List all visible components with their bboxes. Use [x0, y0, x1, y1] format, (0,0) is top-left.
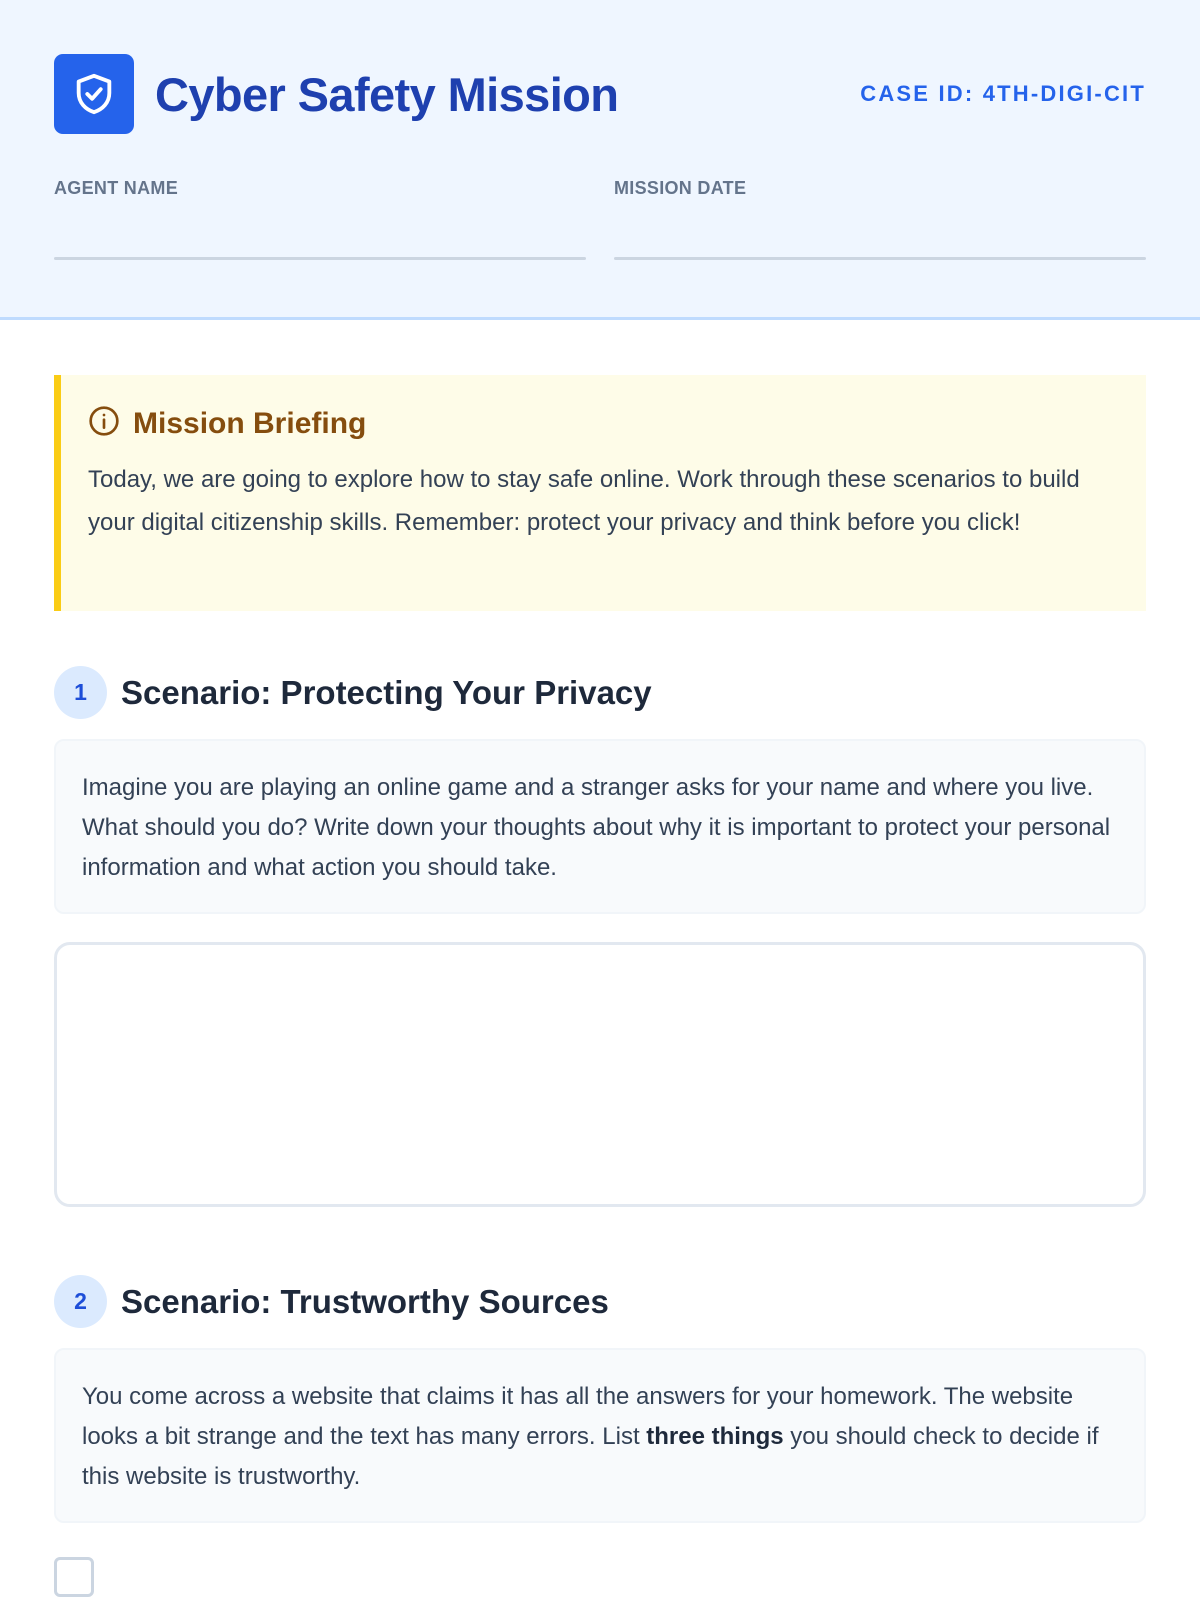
shield-check-icon — [54, 54, 134, 134]
scenario-2-header — [54, 1275, 1146, 1328]
info-icon — [88, 405, 120, 442]
checklist-checkbox[interactable] — [54, 1557, 94, 1597]
mission-date-line[interactable] — [614, 257, 1146, 260]
briefing-header — [88, 405, 1116, 442]
agent-name-field[interactable] — [54, 178, 586, 260]
prompt-text: You come across a website that claims it has all the answers for your homework. The website looks a bit strange and the text has many errors. List — [82, 1383, 1074, 1450]
scenario-2-title: Scenario: Trustworthy Sources — [121, 1282, 609, 1320]
brand — [54, 54, 618, 134]
prompt-emphasis: three things — [646, 1423, 784, 1450]
scenario-1-title: Scenario: Protecting Your Privacy — [121, 673, 652, 711]
scenario-1-prompt: Imagine you are playing an online game and a stranger asks for your name and where you live. What should you do? Write down your thoughts about why it is important to protect your personal information and what action you should take. — [54, 739, 1146, 914]
student-fields — [54, 178, 1146, 260]
title-row — [54, 54, 1146, 134]
scenario-1-answer-area[interactable] — [54, 942, 1146, 1207]
mission-date-label: MISSION DATE — [614, 178, 747, 198]
briefing-text: Today, we are going to explore how to stay safe online. Work through these scenarios to build your digital citizenship skills. Remember: protect your privacy and think before you click! — [88, 466, 1080, 536]
scenario-number-badge: 1 — [54, 666, 107, 719]
scenario-1-header — [54, 666, 1146, 719]
scenario-number-badge: 2 — [54, 1275, 107, 1328]
briefing-title: Mission Briefing — [133, 406, 367, 440]
agent-name-label: AGENT NAME — [54, 178, 178, 198]
worksheet-content — [0, 320, 1200, 1597]
prompt-text: you should check to decide if this website is trustworthy. — [82, 1423, 1099, 1490]
agent-name-line[interactable] — [54, 257, 586, 260]
case-id: CASE ID: 4TH-DIGI-CIT — [860, 81, 1146, 106]
scenario-2-prompt — [54, 1348, 1146, 1523]
mission-date-field[interactable] — [614, 178, 1146, 260]
worksheet-header — [0, 0, 1200, 320]
page-title: Cyber Safety Mission — [155, 67, 619, 121]
mission-briefing — [54, 375, 1146, 611]
